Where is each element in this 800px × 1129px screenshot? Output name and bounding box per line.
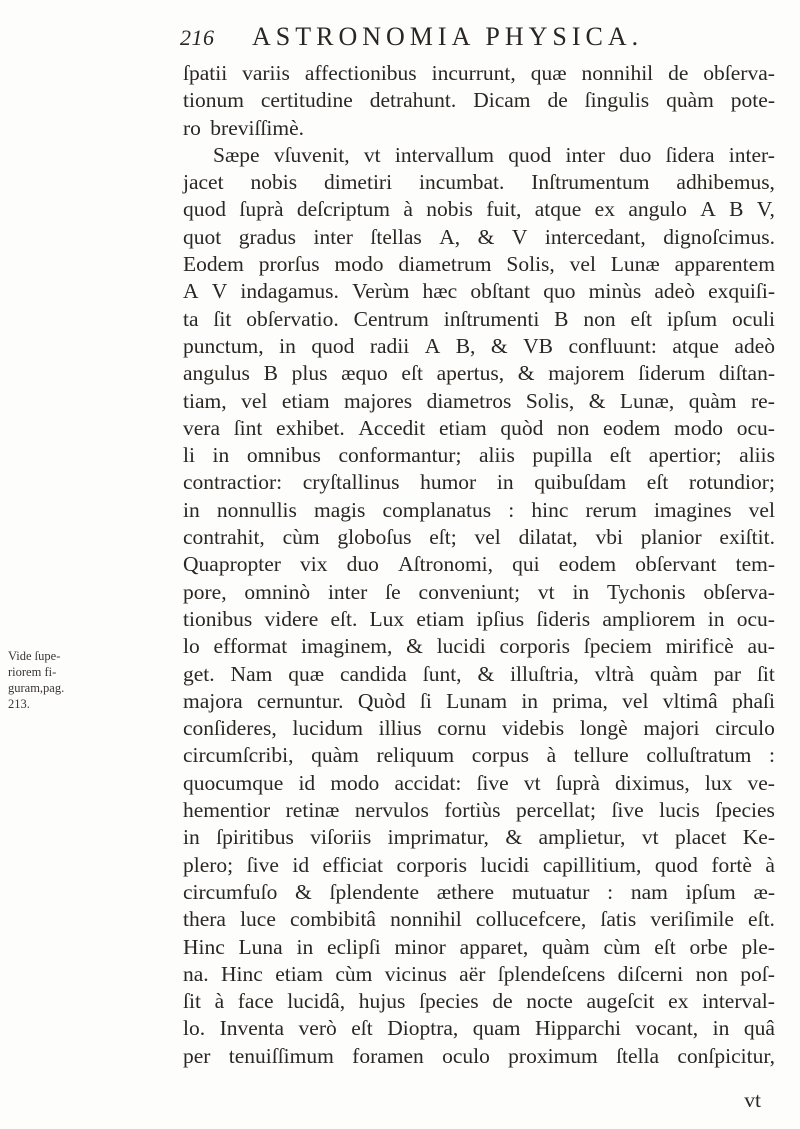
text-line: majora cernuntur. Quòd ſi Lunam in prima, vel vltimâ phaſi bbox=[183, 688, 775, 713]
text-line: ſit à face lucidâ, hujus ſpecies de nocte augeſcit ex interval- bbox=[183, 989, 775, 1014]
text-line: tionibus videre eſt. Lux etiam ipſius ſideris ampliorem in ocu- bbox=[183, 606, 775, 631]
text-line: contractior: cryſtallinus humor in quibuſdam eſt rotundior; bbox=[183, 470, 775, 495]
catchword: vt bbox=[744, 1088, 761, 1112]
text-line: plero; ſive id efficiat corporis lucidi capillitium, quod fortè à bbox=[183, 852, 775, 877]
text-line: thera luce combibitâ nonnihil collucefcere, ſatis veriſimile eſt. bbox=[183, 907, 775, 932]
text-line: angulus B plus æquo eſt apertus, & majorem ſiderum diſtan- bbox=[183, 361, 775, 386]
text-line: in ſpiritibus viſoriis imprimatur, & amplietur, vt placet Ke- bbox=[183, 825, 775, 850]
text-line: lo efformat imaginem, & lucidi corporis ſpeciem mirificè au- bbox=[183, 634, 775, 659]
text-line: tiam, vel etiam majores diametros Solis, & Lunæ, quàm re- bbox=[183, 388, 775, 413]
margin-note-line: riorem fi- bbox=[8, 665, 57, 679]
page-header bbox=[180, 22, 740, 56]
text-line: in nonnullis magis complanatus : hinc rerum imagines vel bbox=[183, 497, 775, 522]
body-text bbox=[183, 60, 775, 1070]
margin-note-line: guram,pag. bbox=[8, 681, 65, 695]
text-line: pore, omninò inter ſe conveniunt; vt in Tychonis obſerva- bbox=[183, 579, 775, 604]
text-line: vera ſint exhibet. Accedit etiam quòd non eodem modo ocu- bbox=[183, 415, 775, 440]
page-number: 216 bbox=[180, 25, 215, 50]
text-line: Sæpe vſuvenit, vt intervallum quod inter duo ſidera inter- bbox=[213, 142, 775, 167]
text-line: ſpatii variis affectionibus incurrunt, quæ nonnihil de obſerva- bbox=[183, 61, 775, 85]
text-line: ta ſit obſervatio. Centrum inſtrumenti B non eſt ipſum oculi bbox=[183, 306, 775, 331]
text-line: Hinc Luna in eclipſi minor apparet, quàm cùm eſt orbe ple- bbox=[183, 934, 775, 959]
text-line: per tenuiſſimum foramen oculo proximum ſtella conſpicitur, bbox=[183, 1043, 775, 1068]
text-line: circumfuſo & ſplendente æthere mutuatur : nam ipſum æ- bbox=[183, 879, 775, 904]
margin-note-line: 213. bbox=[8, 697, 30, 711]
text-line: circumſcribi, quàm reliquum corpus à tellure colluſtratum : bbox=[183, 743, 775, 768]
text-line: A V indagamus. Verùm hæc obſtant quo minùs adeò exquiſi- bbox=[183, 279, 775, 304]
text-line: hementior retinæ nervulos fortiùs percellat; ſive lucis ſpecies bbox=[183, 798, 775, 823]
text-line: quot gradus inter ſtellas A, & V intercedant, dignoſcimus. bbox=[183, 224, 775, 249]
text-line: tionum certitudine detrahunt. Dicam de ſingulis quàm pote- bbox=[183, 88, 775, 113]
text-line: punctum, in quod radii A B, & VB confluunt: atque adeò bbox=[183, 333, 775, 358]
text-line: jacet nobis dimetiri incumbat. Inſtrumentum adhibemus, bbox=[183, 170, 775, 195]
margin-note-line: Vide ſupe- bbox=[8, 649, 61, 663]
text-line: get. Nam quæ candida ſunt, & illuſtria, vltrà quàm par ſit bbox=[183, 661, 775, 686]
text-line: quocumque id modo accidat: ſive vt ſuprà diximus, lux ve- bbox=[183, 770, 775, 795]
text-line: li in omnibus conformantur; aliis pupilla eſt apertior; aliis bbox=[183, 443, 775, 468]
running-head: ASTRONOMIA PHYSICA. bbox=[252, 22, 644, 51]
text-line: quod ſuprà deſcriptum à nobis fuit, atque ex angulo A B V, bbox=[183, 197, 775, 222]
text-line: ro breviſſimè. bbox=[183, 115, 305, 140]
text-line: Quapropter vix duo Aſtronomi, qui eodem obſervant tem- bbox=[183, 552, 775, 577]
text-line: contrahit, cùm globoſus eſt; vel dilatat, vbi planior exiſtit. bbox=[183, 525, 775, 550]
text-line: conſideres, lucidum illius cornu videbis longè majori circulo bbox=[183, 716, 775, 741]
text-line: na. Hinc etiam cùm vicinus aër ſplendeſcens diſcerni non poſ- bbox=[183, 961, 775, 986]
text-line: Eodem prorſus modo diametrum Solis, vel Lunæ apparentem bbox=[183, 252, 775, 277]
margin-note bbox=[8, 648, 80, 712]
text-line: lo. Inventa verò eſt Dioptra, quam Hipparchi vocant, in quâ bbox=[183, 1016, 775, 1041]
